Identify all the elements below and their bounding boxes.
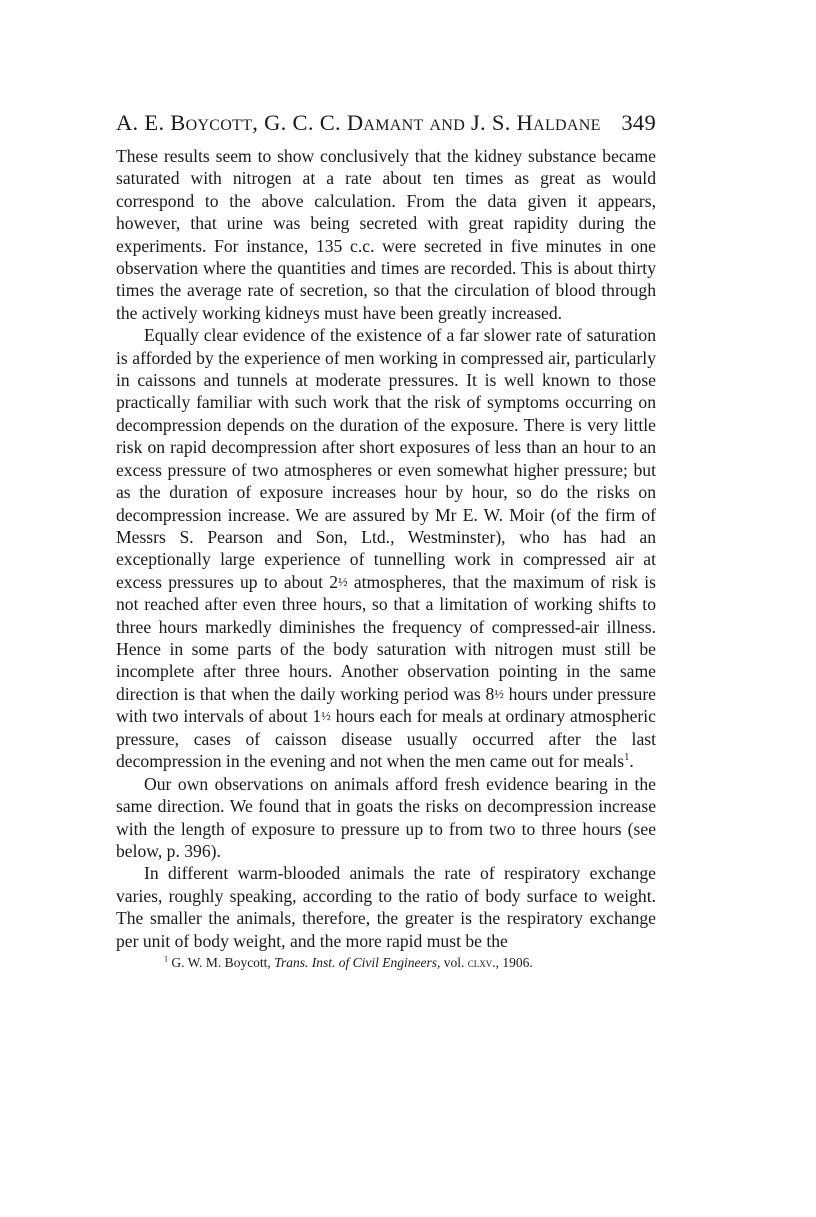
- body-text: [116, 145, 656, 952]
- footnote-volume: clxv.: [467, 954, 496, 970]
- footnote-journal: Trans. Inst. of Civil Engineers,: [274, 954, 441, 970]
- footnote-reference[interactable]: 1: [624, 752, 630, 764]
- running-header: [116, 110, 656, 136]
- footnote-author: G. W. M. Boycott,: [171, 954, 271, 970]
- paragraph-2-part-c: hours under pressure with two intervals of about 1: [116, 683, 656, 727]
- fraction-half-3: ½: [321, 709, 331, 724]
- page: [116, 110, 656, 972]
- footnote-year: , 1906.: [495, 954, 533, 970]
- page-number: 349: [621, 110, 656, 135]
- paragraph-2-part-b: atmospheres, that the maximum of risk is not reached after even three hours, so that a limitation of working shifts to three hours markedly diminishes the frequency of compressed-air illness. Hence in some parts of the body saturation with nitrogen must still be incomplete after three hours. Another observation pointing in the same direction is that when the daily working period was 8: [116, 571, 657, 704]
- paragraph-2: [116, 324, 656, 772]
- footnote: [116, 954, 656, 972]
- paragraph-4: In different warm-blooded animals the rate of respiratory exchange varies, roughly speaking, according to the ratio of body surface to weight. The smaller the animals, therefore, the greater is the respiratory exchange per unit of body weight, and the more rapid must be the: [116, 863, 656, 951]
- fraction-half-2: ½: [494, 686, 504, 701]
- footnote-volume-prefix: vol.: [443, 954, 465, 970]
- paragraph-1: These results seem to show conclusively that the kidney substance became saturated with nitrogen at a rate about ten times as great as would correspond to the above calculation. From the data given it appears, however, that urine was being secreted with great rapidity during the experiments. For instance, 135 c.c. were secreted in five minutes in one observation where the quantities and times are recorded. This is about thirty times the average rate of secretion, so that the circulation of blood through the actively working kidneys must have been greatly increased.: [116, 146, 656, 323]
- fraction-half-1: ½: [338, 574, 348, 589]
- paragraph-2-part-a: Equally clear evidence of the existence of a far slower rate of saturation is afforded by the experience of men working in compressed air, particularly in caissons and tunnels at moderate pressures. It is well known to those practically familiar with such work that the risk of symptoms occurring on decompression depends on the duration of the exposure. There is very little risk on rapid decompression after short exposures of less than an hour to an excess pressure of two atmospheres or even somewhat higher pressure; but as the duration of exposure increases hour by hour, so do the risks on decompression increase. We are assured by Mr E. W. Moir (of the firm of Messrs S. Pearson and Son, Ltd., Westminster), who has had an exceptionally large experience of tunnelling work in compressed air at excess pressures up to about 2: [116, 325, 656, 592]
- paragraph-2-end: .: [629, 751, 634, 772]
- footnote-marker: 1: [164, 954, 169, 964]
- paragraph-3: Our own observations on animals afford fresh evidence bearing in the same direction. We found that in goats the risks on decompression increase with the length of exposure to pressure up to from two to three hours (see below, p. 396).: [116, 773, 656, 861]
- header-authors: A. E. Boycott, G. C. C. Damant and J. S. Haldane: [116, 110, 601, 135]
- paragraph-2-part-d: hours each for meals at ordinary atmospheric pressure, cases of caisson disease usually occurred after the last decompression in the evening and not when the men came out for meals: [116, 706, 656, 772]
